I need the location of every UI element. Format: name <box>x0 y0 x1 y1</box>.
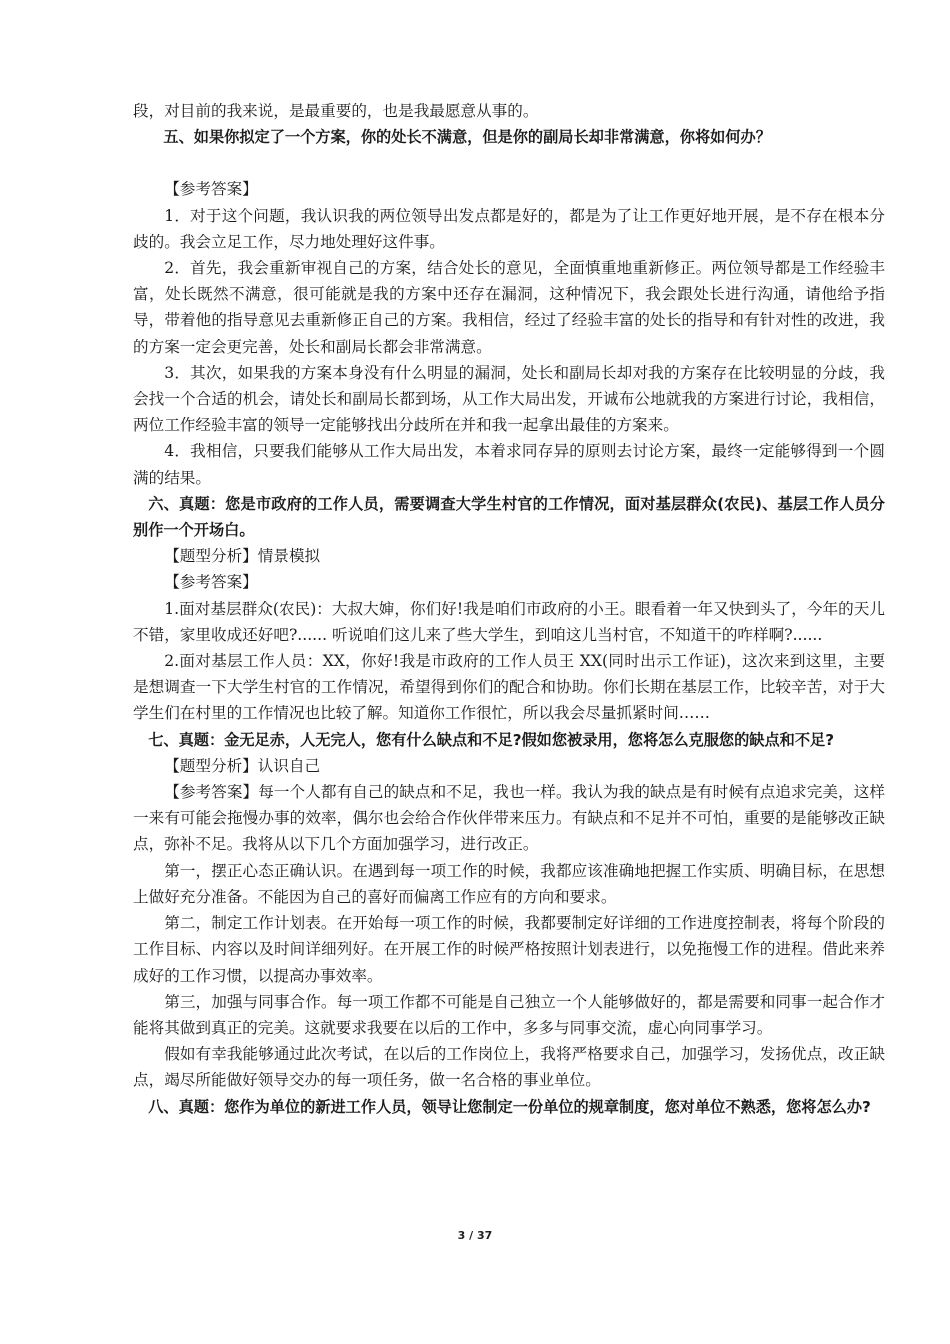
paragraph: 【参考答案】每一个人都有自己的缺点和不足，我也一样。我认为我的缺点是有时候有点追求完美，这样一来有可能会拖慢办事的效率，偶尔也会给合作伙伴带来压力。有缺点和不足并不可怕，重要的是能够改正缺点，弥补不足。我将从以下几个方面加强学习，进行改正。 <box>133 783 885 854</box>
paragraph: 段，对目前的我来说，是最重要的，也是我最愿意从事的。 <box>133 102 539 120</box>
paragraph: 1．对于这个问题，我认识我的两位领导出发点都是好的，都是为了让工作更好地开展，是不存在根本分歧的。我会立足工作，尽力地处理好这件事。 <box>133 206 885 251</box>
paragraph: 3．其次，如果我的方案本身没有什么明显的漏洞，处长和副局长却对我的方案存在比较明显的分歧，我会找一个合适的机会，请处长和副局长都到场，从工作大局出发，开诚布公地就我的方案进行讨论，我相信，两位工作经验丰富的领导一定能够找出分歧所在并和我一起拿出最佳的方案来。 <box>133 363 885 435</box>
paragraph: 2．首先，我会重新审视自己的方案，结合处长的意见，全面慎重地重新修正。两位领导都是工作经验丰富，处长既然不满意，很可能就是我的方案中还存在漏洞，这种情况下，我会跟处长进行沟通，请他给予指导，带着他的指导意见去重新修正自己的方案。我相信，经过了经验丰富的处长的指导和有针对性的改进，我的方案一定会更完善，处长和副局长都会非常满意。 <box>133 259 885 356</box>
paragraph: 第二，制定工作计划表。在开始每一项工作的时候，我都要制定好详细的工作进度控制表，将每个阶段的工作目标、内容以及时间详细列好。在开展工作的时候严格按照计划表进行，以免拖慢工作的进程。借此来养成好的工作习惯，以提高办事效率。 <box>133 914 885 985</box>
question-heading: 五、如果你拟定了一个方案，你的处长不满意，但是你的副局长却非常满意，你将如何办？ <box>163 128 771 147</box>
question-heading: 六、真题：您是市政府的工作人员，需要调查大学生村官的工作情况，面对基层群众(农民)、基层工作人员分别作一个开场白。 <box>133 494 885 540</box>
paragraph: 【题型分析】认识自己 <box>164 756 321 775</box>
paragraph: 2.面对基层工作人员：XX，你好!我是市政府的工作人员王 XX(同时出示工作证)，这次来到这里，主要是想调查一下大学生村官的工作情况，希望得到你们的配合和协助。你们长期在基层工作，比较辛苦，对于大学生们在村里的工作情况也比较了解。知道你工作很忙，所以我会尽量抓紧时间…… <box>133 652 885 723</box>
paragraph: 【题型分析】情景模拟 <box>164 547 321 566</box>
paragraph: 【参考答案】 <box>164 573 258 592</box>
question-heading: 八、真题：您作为单位的新进工作人员，领导让您制定一份单位的规章制度，您对单位不熟悉，您将怎么办? <box>148 1097 871 1116</box>
paragraph: 1.面对基层群众(农民)：大叔大婶，你们好!我是咱们市政府的小王。眼看着一年又快到头了，今年的天儿不错，家里收成还好吧?...... 听说咱们这儿来了些大学生，到咱这儿当村官，不知道干的咋样啊?...... <box>133 599 885 644</box>
document-body <box>133 98 885 1120</box>
paragraph: 4．我相信，只要我们能够从工作大局出发，本着求同存异的原则去讨论方案，最终一定能够得到一个圆满的结果。 <box>133 442 885 487</box>
paragraph: 第三，加强与同事合作。每一项工作都不可能是自己独立一个人能够做好的，都是需要和同事一起合作才能将其做到真正的完美。这就要求我要在以后的工作中，多多与同事交流，虚心向同事学习。 <box>133 992 885 1037</box>
blank-line <box>133 150 885 176</box>
page-number: 3 / 37 <box>457 1229 493 1242</box>
question-heading: 七、真题：金无足赤，人无完人，您有什么缺点和不足?假如您被录用，您将怎么克服您的缺点和不足? <box>148 730 835 749</box>
paragraph: 第一，摆正心态正确认识。在遇到每一项工作的时候，我都应该准确地把握工作实质、明确目标，在思想上做好充分准备。不能因为自己的喜好而偏离工作应有的方向和要求。 <box>133 861 885 906</box>
paragraph: 【参考答案】 <box>164 180 258 199</box>
paragraph: 假如有幸我能够通过此次考试，在以后的工作岗位上，我将严格要求自己，加强学习，发扬优点，改正缺点，竭尽所能做好领导交办的每一项任务，做一名合格的事业单位。 <box>133 1045 885 1090</box>
